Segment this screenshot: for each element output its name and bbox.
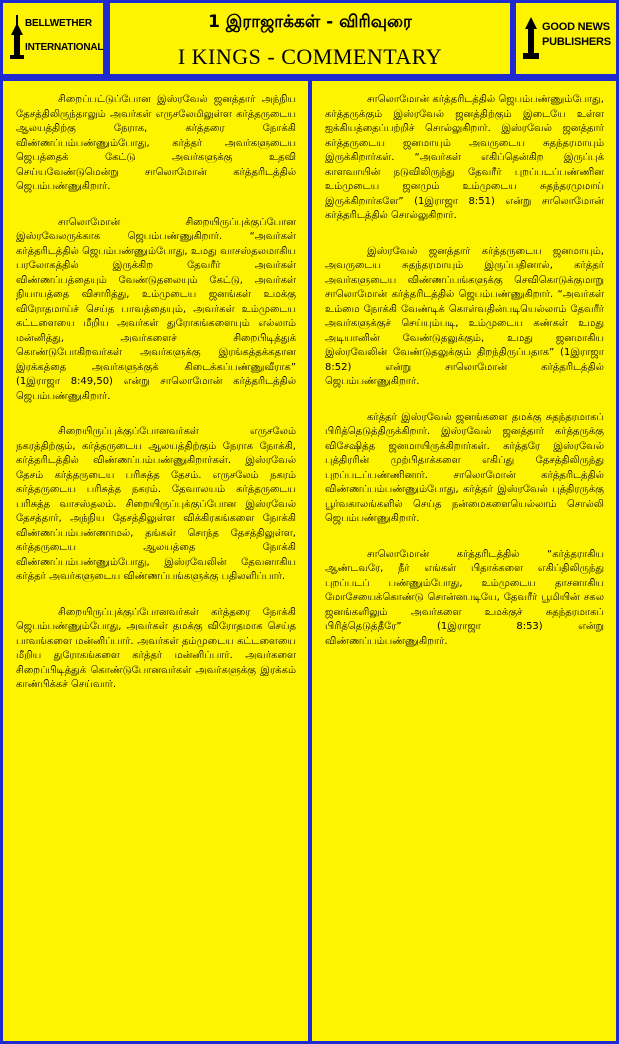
logo-line-1: GOOD NEWS	[542, 21, 610, 33]
lamp-icon	[522, 17, 540, 61]
right-column	[312, 81, 616, 1041]
paragraph: கர்த்தர் இஸ்ரவேல் ஜனங்களை தமக்கு சுதந்தரமாகப் பிரித்தெடுத்திருக்கிறார். இஸ்ரவேல் ஜனத்தார் கர்த்தருக்கு விசேஷித்த ஜனமாயிருக்கிறார்கள். கர்த்தரே இஸ்ரவேல் புத்திரரின் முற்பிதாக்களை எகிப்து தேசத்திலிருந்து புறப்படப்பண்ணினார். சாலொமோன் கர்த்தரிடத்தில் விண்ணப்பம்பண்ணும்போது, கர்த்தர் இஸ்ரவேல் புத்திரருக்கு பூர்வகாலங்களில் செய்த நன்மைகளையெல்லாம் சொல்லி ஜெபம்பண்ணுகிறார்.	[325, 411, 604, 524]
paragraph: இஸ்ரவேல் ஜனத்தார் கர்த்தருடைய ஜனமாயும், அவருடைய சுதந்தரமாயும் இருப்பதினால், கர்த்தர் அவர்களுடைய விண்ணப்பங்களுக்கு செவிகொடுக்குமாறு சாலொமோன் கர்த்தரிடத்தில் ஜெபம்பண்ணுகிறார். “அவர்கள் உம்மை நோக்கி வேண்டிக் கொள்வதின்படியெல்லாம் தேவரீர் அவர்களுக்குச் செய்யும்படி, உம்முடைய கண்கள் உமது அடியானின் வேண்டுதலுக்கும், உமது ஜனமாகிய இஸ்ரவேலின் வேண்டுதலுக்கும் திறந்திருப்பதாக” (1இராஜா 8:52) என்று சாலொமோன் கர்த்தரிடத்தில் ஜெபம்பண்ணுகிறார்.	[325, 245, 604, 387]
left-column	[3, 81, 308, 1041]
bellwether-logo	[3, 3, 103, 74]
lamp-icon	[9, 15, 25, 61]
title-english: I KINGS - COMMENTARY	[177, 44, 443, 69]
logo-line-1: BELLWETHER	[25, 18, 92, 29]
title-box	[110, 3, 510, 74]
title-tamil: 1 இராஜாக்கள் - விரிவுரை	[208, 12, 412, 32]
page-header	[0, 0, 619, 78]
paragraph: சாலொமோன் கர்த்தரிடத்தில் ஜெபம்பண்ணும்போது, கர்த்தருக்கும் இஸ்ரவேல் ஜனத்திற்கும் இடையே உள்ள ஐக்கியத்தைப்பற்றிச் சொல்லுகிறார். இஸ்ரவேல் ஜனத்தார் கர்த்தருடைய ஜனமாயும் அவருடைய சுதந்தரமாயும் இருக்கிறார்கள். “அவர்கள் எகிப்தென்கிற இருப்புக் காளவாயின் நடுவிலிருந்து தேவரீர் புறப்படப்பண்ணின உம்முடைய ஜனமும் உம்முடைய சுதந்தரமுமாய் இருக்கிறார்களே” (1இராஜா 8:51) என்று சாலொமோன் கர்த்தரிடத்தில் சொல்லுகிறார்.	[325, 94, 604, 221]
paragraph: சிறைப்பட்டுப்போன இஸ்ரவேல் ஜனத்தார் அந்நிய தேசத்திலிருந்தாலும் அவர்கள் எருசலேமிலுள்ள கர்த்தருடைய ஆலயத்திற்கு நேராக, கர்த்தரை நோக்கி விண்ணப்பம்பண்ணும்போது, கர்த்தர் அவர்களுடைய ஜெபத்தைக் கேட்டு அவர்களுக்கு உதவி செய்யவேண்டுமென்று சாலொமோன் கர்த்தரிடத்தில் ஜெபம்பண்ணுகிறார்.	[16, 94, 296, 192]
logo-line-2: INTERNATIONAL	[25, 42, 104, 53]
paragraph: சிறையிருப்புக்குப்போனவர்கள் கர்த்தரை நோக்கி ஜெபம்பண்ணும்போது, அவர்கள் தமக்கு விரோதமாக செய்த பாவங்களை மன்னிப்பார். அவர்கள் தம்முடைய கட்டளையை மீறிய துரோகங்களை கர்த்தர் மன்னிப்பார். அவர்களை சிறைப்பிடித்துக் கொண்டுபோனவர்கள் அவர்களுக்கு இரக்கம் காண்பிக்கச் செய்வார்.	[16, 606, 296, 690]
paragraph: சாலொமோன் கர்த்தரிடத்தில் “கர்த்தராகிய ஆண்டவரே, நீர் எங்கள் பிதாக்களை எகிப்திலிருந்து புறப்படப் பண்ணும்போது, உம்முடைய தாசனாகிய மோசேயைக்கொண்டு சொன்னபடியே, தேவரீர் பூமியின் சகல ஜனங்களிலும் அவர்களை உமக்குச் சுதந்தரமாகப் பிரித்தெடுத்தீரே” (1இராஜா 8:53) என்று விண்ணப்பம்பண்ணுகிறார்.	[325, 548, 604, 647]
paragraph: சிறையிருப்புக்குப்போனவர்கள் எருசலேம் நகரத்திற்கும், கர்த்தருடைய ஆலயத்திற்கும் நேராக நோக்கி, கர்த்தரிடத்தில் விண்ணப்பம்பண்ணுகிறார்கள். இஸ்ரவேல் தேசம் கர்த்தருடைய பரிசுத்த தேசம். எருசலேம் நகரம் கர்த்தருடைய பரிசுத்த நகரம். தேவாலயம் கர்த்தருடைய பரிசுத்த வாசஸ்தலம். சிறையிருப்புக்குப்போன இஸ்ரவேல் தேசத்தார், அந்நிய தேசத்திலுள்ள விக்கிரகங்களை நோக்கி விண்ணப்பம்பண்ணாமல், தங்கள் சொந்த தேசத்திலுள்ள, கர்த்தருடைய ஆலயத்தை நோக்கி விண்ணப்பம்பண்ணும்போது, இஸ்ரவேலின் தேவனாகிய கர்த்தர் அவர்களுடைய விண்ணப்பங்களுக்கு பதிலளிப்பார்.	[16, 426, 296, 582]
good-news-logo	[516, 3, 616, 74]
logo-line-2: PUBLISHERS	[542, 36, 611, 48]
paragraph: சாலொமோன் சிறையிருப்புக்குப்போன இஸ்ரவேலருக்காக ஜெபம்பண்ணுகிறார். “அவர்கள் கர்த்தரிடத்தில் ஜெபம்பண்ணும்போது, உமது வாசஸ்தலமாகிய பரலோகத்தில் இருக்கிற தேவரீர் அவர்கள் விண்ணப்பத்தையும் வேண்டுதலையும் கேட்டு, அவர்கள் நியாயத்தை விசாரித்து, உம்முடைய ஜனங்கள் உமக்கு விரோதமாய்ச் செய்த பாவத்தையும், அவர்கள் உம்முடைய கட்டளையை மீறிய அவர்கள் துரோகங்களையும் எல்லாம் மன்னித்து, அவர்களைச் சிறைபிடித்துக் கொண்டுபோகிறவர்கள் அவர்களுக்கு இரங்கத்தக்கதான இரக்கத்தை அவர்களுக்குக் கிடைக்கப்பண்ணுவீராக” (1இராஜா 8:49,50) என்று சாலொமோன் கர்த்தரிடத்தில் ஜெபம்பண்ணுகிறார்.	[16, 216, 296, 402]
